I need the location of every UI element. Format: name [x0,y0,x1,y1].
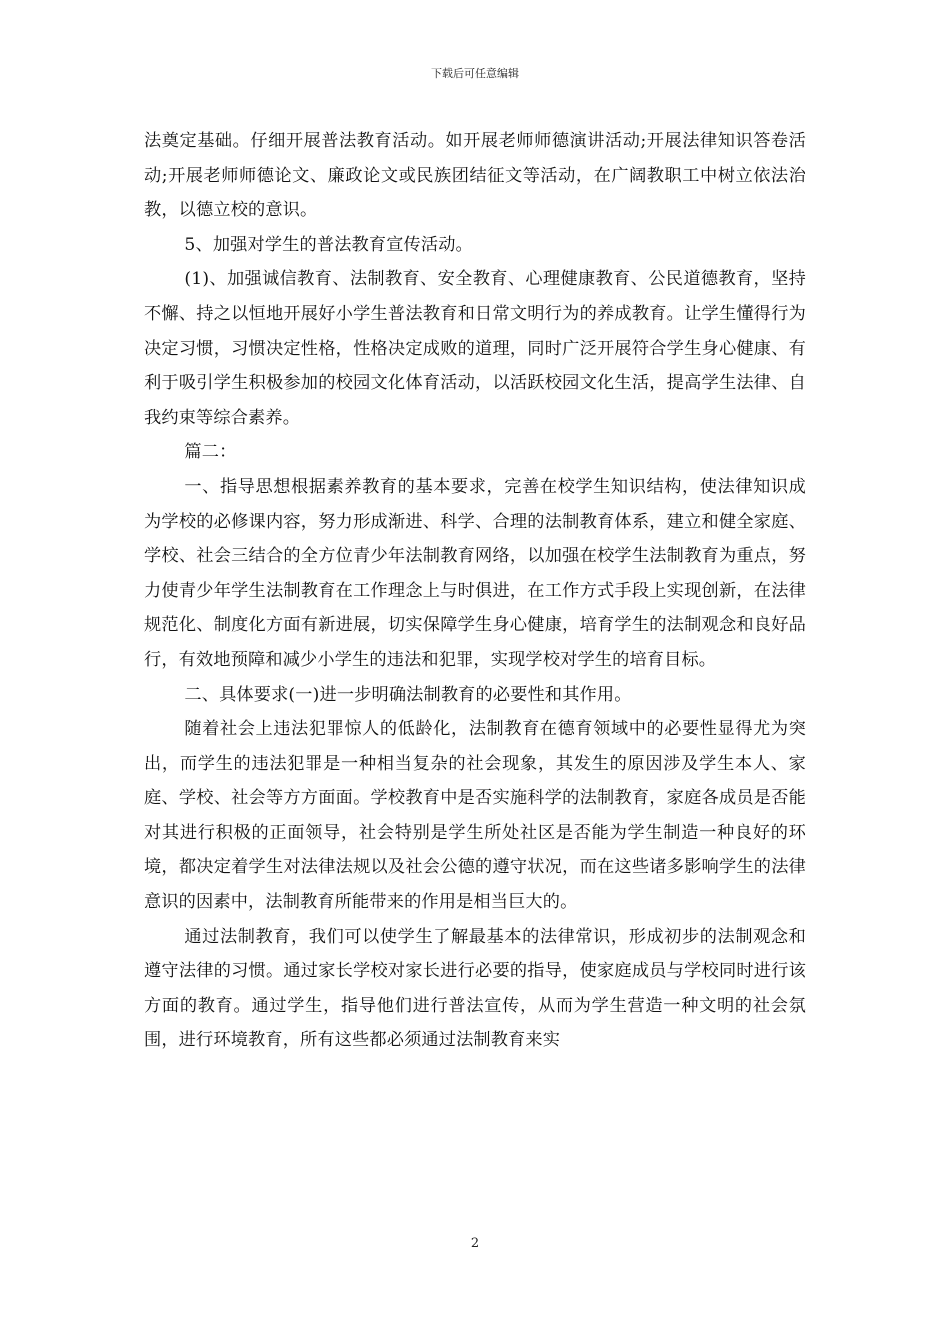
paragraph: 二、具体要求(一)进一步明确法制教育的必要性和其作用。 [184,684,632,705]
paragraph: (1)、加强诚信教育、法制教育、安全教育、心理健康教育、公民道德教育，坚持不懈、持之以恒地开展好小学生普法教育和日常文明行为的养成教育。让学生懂得行为决定习惯，习惯决定性格，性格决定成败的道理，同时广泛开展符合学生身心健康、有利于吸引学生积极参加的校园文化体育活动，以活跃校园文化生活，提高学生法律、自我约束等综合素养。 [144,269,806,428]
paragraph: 一、指导思想根据素养教育的基本要求，完善在校学生知识结构，使法律知识成为学校的必修课内容，努力形成渐进、科学、合理的法制教育体系，建立和健全家庭、学校、社会三结合的全方位青少年法制教育网络，以加强在校学生法制教育为重点，努力使青少年学生法制教育在工作理念上与时俱进，在工作方式手段上实现创新，在法律规范化、制度化方面有新进展，切实保障学生身心健康，培育学生的法制观念和良好品行，有效地预障和减少小学生的违法和犯罪，实现学校对学生的培育目标。 [144,476,806,670]
paragraph: 随着社会上违法犯罪惊人的低龄化，法制教育在德育领域中的必要性显得尤为突出，而学生的违法犯罪是一种相当复杂的社会现象，其发生的原因涉及学生本人、家庭、学校、社会等方方面面。学校教育中是否实施科学的法制教育，家庭各成员是否能对其进行积极的正面领导，社会特别是学生所处社区是否能为学生制造一种良好的环境，都决定着学生对法律法规以及社会公德的遵守状况，而在这些诸多影响学生的法律意识的因素中，法制教育所能带来的作用是相当巨大的。 [144,719,806,913]
page-number: 2 [470,1236,480,1251]
paragraph: 5、加强对学生的普法教育宣传活动。 [184,234,473,255]
section-heading: 篇二： [184,442,237,463]
paragraph: 法奠定基础。仔细开展普法教育活动。如开展老师师德演讲活动;开展法律知识答卷活动;开展老师师德论文、廉政论文或民族团结征文等活动，在广阔教职工中树立依法治教，以德立校的意识。 [144,131,806,221]
paragraph: 通过法制教育，我们可以使学生了解最基本的法律常识，形成初步的法制观念和遵守法律的习惯。通过家长学校对家长进行必要的指导，使家庭成员与学校同时进行该方面的教育。通过学生，指导他们进行普法宣传，从而为学生营造一种文明的社会氛围，进行环境教育，所有这些都必须通过法制教育来实 [144,926,806,1051]
page-header: 下载后可任意编辑 [431,67,519,80]
document-body [144,124,806,1058]
